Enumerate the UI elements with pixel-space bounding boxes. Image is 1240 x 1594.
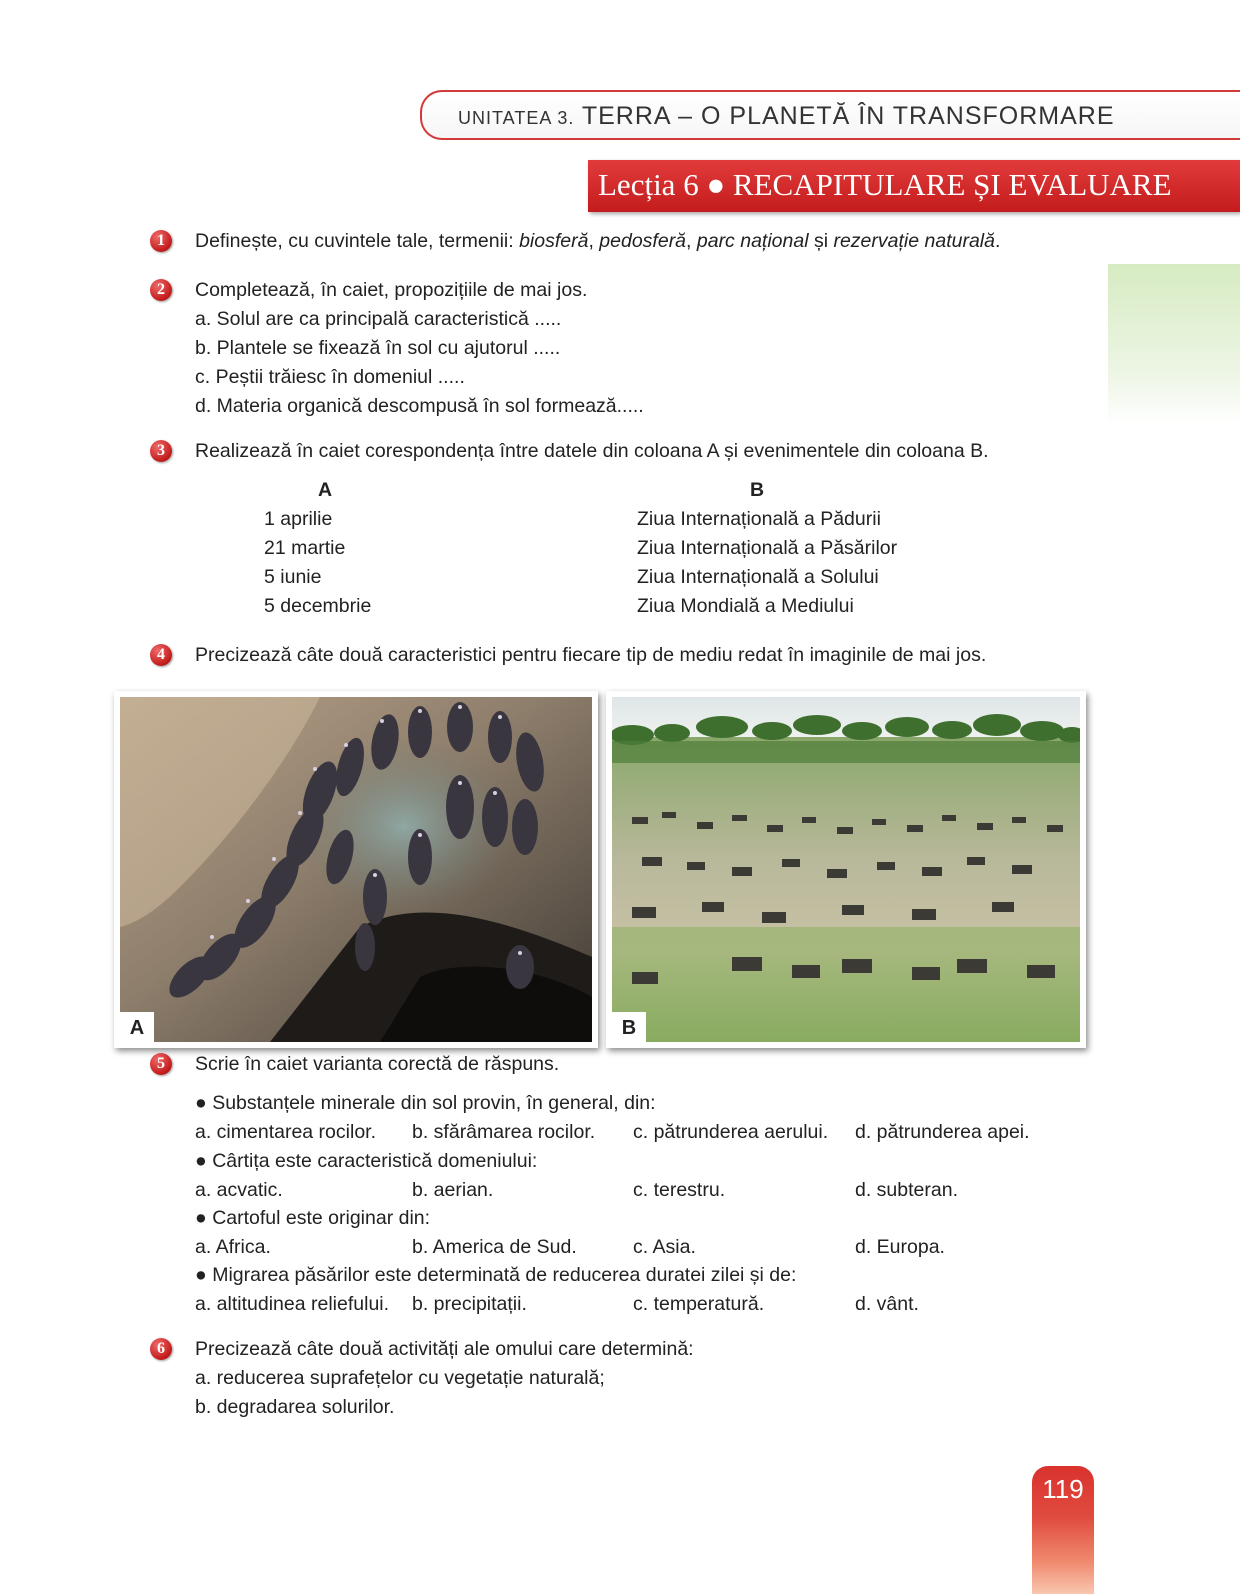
q5-option: c. temperatură. (633, 1293, 765, 1315)
col-b-item: Ziua Internațională a Solului (637, 566, 879, 588)
lesson-title: Lecția 6 ● RECAPITULARE ȘI EVALUARE (598, 167, 1172, 202)
column-b-header: B (750, 479, 765, 501)
q5-option: c. pătrunderea aerului. (633, 1121, 829, 1143)
term-national-park: parc național (696, 230, 809, 252)
question-number-5: 5 (150, 1053, 172, 1075)
term-pedosphere: pedosferă (599, 230, 687, 252)
col-a-item: 1 aprilie (264, 508, 333, 530)
q5-option: c. Asia. (633, 1236, 696, 1258)
q5-option: a. acvatic. (195, 1179, 283, 1201)
q2-item-a: a. Solul are ca principală caracteristică ..... (195, 308, 562, 330)
col-a-item: 5 iunie (264, 566, 322, 588)
q5-option: b. sfărâmarea rocilor. (412, 1121, 596, 1143)
question-5-text: Scrie în caiet varianta corectă de răspuns. (195, 1053, 560, 1075)
q5-option: b. precipitații. (412, 1293, 527, 1315)
col-b-item: Ziua Internațională a Pădurii (637, 508, 881, 530)
col-b-item: Ziua Internațională a Păsărilor (637, 537, 898, 559)
photo-b-label: B (612, 1012, 646, 1042)
page-number-tab (1032, 1466, 1094, 1594)
col-a-item: 21 martie (264, 537, 346, 559)
question-number-3: 3 (150, 440, 172, 462)
question-6-text: Precizează câte două activități ale omului care determină: (195, 1338, 694, 1360)
question-number-6: 6 (150, 1338, 172, 1360)
photo-cave-bats (114, 691, 598, 1048)
term-nature-reserve: rezervație naturală (833, 230, 995, 252)
question-1-text (195, 228, 1000, 254)
cave-bats-illustration (120, 697, 592, 1042)
q5-option: d. subteran. (855, 1179, 958, 1201)
question-number-4: 4 (150, 644, 172, 666)
q6-item-b: b. degradarea solurilor. (195, 1396, 395, 1418)
unit-prefix: UNITATEA 3. (458, 108, 575, 128)
savanna-illustration (612, 697, 1080, 1042)
photo-savanna (606, 691, 1086, 1048)
q5-option: d. vânt. (855, 1293, 919, 1315)
unit-name: TERRA – O PLANETĂ ÎN TRANSFORMARE (581, 102, 1115, 130)
q5-stem-2: ● Cârtița este caracteristică domeniului: (195, 1150, 538, 1172)
q5-stem-4: ● Migrarea păsărilor este determinată de reducerea duratei zilei și de: (195, 1264, 797, 1286)
question-2-text: Completează, în caiet, propozițiile de mai jos. (195, 279, 588, 301)
q5-stem-1: ● Substanțele minerale din sol provin, în general, din: (195, 1092, 656, 1114)
question-number-2: 2 (150, 279, 172, 301)
q5-option: a. cimentarea rocilor. (195, 1121, 376, 1143)
question-3-text: Realizează în caiet corespondența între datele din coloana A și evenimentele din coloana B. (195, 440, 989, 462)
q2-item-d: d. Materia organică descompusă în sol formează..... (195, 395, 644, 417)
lesson-title-bar (588, 160, 1240, 212)
page-number: 119 (1042, 1474, 1084, 1504)
q5-option: b. aerian. (412, 1179, 494, 1201)
q1-sep: , (686, 230, 697, 252)
column-a-header: A (318, 479, 333, 501)
q5-option: c. terestru. (633, 1179, 726, 1201)
q5-option: b. America de Sud. (412, 1236, 577, 1258)
side-decoration (1108, 264, 1240, 424)
question-4-text: Precizează câte două caracteristici pentru fiecare tip de mediu redat în imaginile de mai jos. (195, 644, 987, 666)
q1-sep: , (588, 230, 600, 252)
q1-sep: și (808, 230, 834, 252)
col-b-item: Ziua Mondială a Mediului (637, 595, 854, 617)
q5-stem-3: ● Cartoful este originar din: (195, 1207, 431, 1229)
term-biosphere: biosferă (519, 230, 589, 252)
q2-item-c: c. Peștii trăiesc în domeniul ..... (195, 366, 465, 388)
q5-option: d. Europa. (855, 1236, 945, 1258)
q5-option: d. pătrunderea apei. (855, 1121, 1030, 1143)
question-number-1: 1 (150, 230, 172, 252)
q1-end: . (994, 230, 1001, 252)
q6-item-a: a. reducerea suprafețelor cu vegetație naturală; (195, 1367, 605, 1389)
photo-a-label: A (120, 1012, 154, 1042)
q5-option: a. Africa. (195, 1236, 271, 1258)
q5-option: a. altitudinea reliefului. (195, 1293, 390, 1315)
unit-header (420, 90, 1240, 140)
q2-item-b: b. Plantele se fixează în sol cu ajutorul ..... (195, 337, 561, 359)
unit-title (458, 102, 1115, 131)
q1-intro: Definește, cu cuvintele tale, termenii: (195, 230, 520, 252)
col-a-item: 5 decembrie (264, 595, 372, 617)
